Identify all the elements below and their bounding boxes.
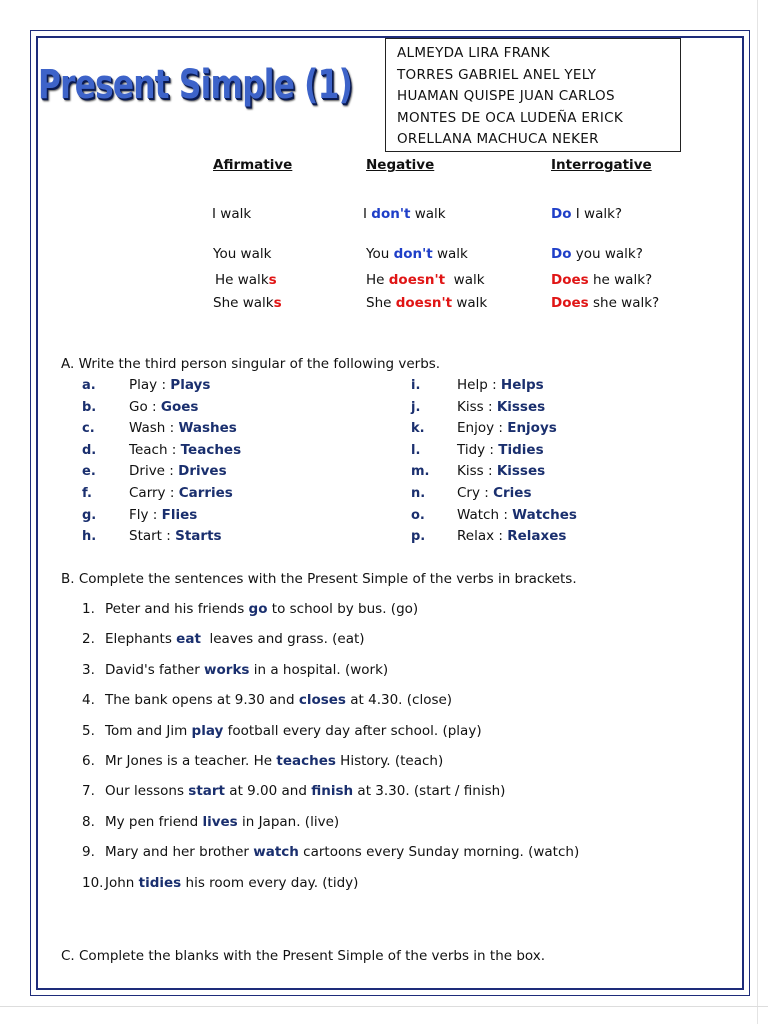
sentence-item [82,601,418,617]
verb-item [411,420,557,436]
base-verb: Relax : [457,528,508,545]
sentence-item [82,814,339,830]
neg-auxiliary: doesn't [388,272,446,288]
sentence-text: My pen friend [105,813,203,830]
interrogative-cell [551,272,652,288]
sentence-number: 2. [82,631,95,648]
aff-text: I walk [212,206,252,222]
interrogative-cell [551,246,643,262]
item-letter: k. [411,421,425,437]
verb-item [82,463,227,479]
aff-suffix: s [273,295,282,311]
int-rest: she walk? [588,295,660,311]
item-letter: o. [411,507,425,523]
answer-verb: finish [311,783,354,800]
item-letter: l. [411,442,421,458]
verb-item [411,377,544,393]
verb-item [82,485,233,501]
answer-verb: Drives [178,463,227,480]
verb-item [82,377,210,393]
verb-item [411,528,566,544]
base-verb: Drive : [129,463,179,480]
neg-auxiliary: doesn't [395,295,453,311]
negative-cell [366,295,487,311]
answer-verb: lives [202,813,238,830]
sentence-number: 5. [82,722,95,739]
answer-verb: Starts [175,528,222,545]
answer-verb: closes [298,692,346,709]
neg-subject: I [363,206,372,222]
sentence-number: 10. [82,874,104,891]
verb-item [411,507,577,523]
negative-cell [366,272,485,288]
item-letter: n. [411,486,426,501]
item-letter: m. [411,464,430,480]
affirmative-cell [215,272,277,288]
answer-verb: Plays [170,377,211,393]
base-verb: Carry : [129,485,179,501]
item-letter: c. [82,421,95,437]
base-verb: Enjoy : [457,420,508,437]
sentence-text: cartoons every Sunday morning. (watch) [298,844,580,861]
answer-verb: Tidies [498,441,544,458]
neg-verb: walk [445,272,485,288]
sentence-number: 8. [82,813,95,830]
sentence-number: 9. [82,844,95,861]
page-edge [757,0,758,1024]
aff-text: He walk [215,272,269,288]
neg-subject: She [366,295,396,311]
sentence-number: 7. [82,783,95,800]
sentence-text: Tom and Jim [105,722,192,739]
section-c-instruction: C. Complete the blanks with the Present Simple of the verbs in the box. [61,948,546,964]
int-rest: he walk? [588,272,653,288]
worksheet-title: Present Simple (1) [38,62,353,108]
verb-item [82,528,222,544]
sentence-text: football every day after school. (play) [223,722,482,739]
base-verb: Start : [129,528,176,545]
student-name: ALMEYDA LIRA FRANK [397,45,550,61]
sentence-text: John [105,874,139,891]
student-name: MONTES DE OCA LUDEÑA ERICK [397,109,624,126]
answer-verb: Kisses [496,398,546,415]
sentence-number: 6. [82,753,95,769]
aff-text: She walk [213,295,274,311]
verb-item [411,485,532,501]
verb-item [82,442,241,458]
interrogative-cell [551,206,622,222]
verb-item [82,507,197,523]
base-verb: Cry : [457,485,494,501]
negative-cell [366,246,468,262]
answer-verb: Relaxes [507,528,567,545]
sentence-text: in Japan. (live) [237,813,340,830]
sentence-text: The bank opens at 9.30 and [105,692,299,709]
sentence-text: Peter and his friends [105,601,249,617]
sentence-text: to school by bus. (go) [267,601,419,617]
answer-verb: Helps [500,377,544,393]
answer-verb: Goes [160,398,199,415]
answer-verb: works [204,661,250,678]
item-letter: e. [82,464,96,480]
student-name: ORELLANA MACHUCA NEKER [397,131,599,147]
item-letter: g. [82,507,97,523]
aff-text: You walk [213,246,272,262]
section-b-instruction: B. Complete the sentences with the Present Simple of the verbs in brackets. [61,571,577,587]
answer-verb: Enjoys [507,420,557,437]
sentence-text: History. (teach) [335,753,444,769]
item-letter: b. [82,399,97,415]
answer-verb: teaches [276,753,336,769]
item-letter: f. [82,486,92,501]
answer-verb: tidies [138,874,182,891]
answer-verb: eat [176,631,201,648]
neg-auxiliary: don't [371,206,411,222]
sentence-text: in a hospital. (work) [249,661,389,678]
base-verb: Wash : [129,420,179,437]
sentence-number: 4. [82,692,95,709]
neg-verb: walk [410,206,446,222]
int-auxiliary: Does [551,295,589,311]
answer-verb: Cries [493,485,532,501]
answer-verb: Washes [178,420,237,437]
answer-verb: Kisses [496,463,546,480]
base-verb: Fly : [129,506,162,523]
answer-verb: watch [253,844,299,861]
answer-verb: Watches [512,506,577,523]
header-affirmative: Afirmative [213,157,293,173]
base-verb: Watch : [457,506,513,523]
base-verb: Teach : [129,441,181,458]
neg-auxiliary: don't [393,246,433,262]
sentence-item [82,875,358,891]
section-a-instruction: A. Write the third person singular of the following verbs. [61,356,441,372]
item-letter: j. [411,399,421,415]
verb-item [82,399,198,415]
page-divider [0,1006,768,1007]
item-letter: a. [82,378,96,393]
sentence-text: David's father [105,661,205,678]
sentence-item [82,723,482,739]
verb-item [411,442,544,458]
item-letter: i. [411,378,421,393]
sentence-item [82,753,443,769]
sentence-text: Mary and her brother [105,844,254,861]
answer-verb: Flies [161,506,198,523]
student-name: TORRES GABRIEL ANEL YELY [397,66,597,83]
item-letter: p. [411,529,426,545]
affirmative-cell [212,206,251,222]
sentence-item [82,631,365,647]
sentence-text: leaves and grass. (eat) [200,631,365,648]
affirmative-cell [213,295,282,311]
base-verb: Go : [129,398,161,415]
int-auxiliary: Do [551,246,572,262]
int-auxiliary: Do [551,206,572,222]
base-verb: Help : [457,377,501,393]
student-names-box [385,38,681,152]
answer-verb: Carries [178,485,233,501]
neg-verb: walk [452,295,488,311]
neg-verb: walk [432,246,468,262]
answer-verb: start [188,783,226,800]
sentence-text: Elephants [105,631,177,648]
sentence-item [82,844,579,860]
sentence-item [82,662,388,678]
item-letter: d. [82,442,97,458]
sentence-text: his room every day. (tidy) [181,874,359,891]
sentence-number: 1. [82,601,95,617]
affirmative-cell [213,246,271,262]
answer-verb: Teaches [180,441,242,458]
neg-subject: He [366,272,389,288]
answer-verb: go [248,601,268,617]
sentence-text: at 9.00 and [225,783,312,800]
sentence-text: Our lessons [105,783,189,800]
int-auxiliary: Does [551,272,589,288]
sentence-number: 3. [82,661,95,678]
sentence-text: at 3.30. (start / finish) [353,783,506,800]
sentence-text: at 4.30. (close) [345,692,453,709]
base-verb: Kiss : [457,463,497,480]
verb-item [411,463,545,479]
verb-item [411,399,545,415]
base-verb: Kiss : [457,398,497,415]
negative-cell [363,206,446,222]
sentence-text: Mr Jones is a teacher. He [105,753,277,769]
header-interrogative: Interrogative [551,157,652,173]
neg-subject: You [366,246,394,262]
aff-suffix: s [268,272,277,288]
answer-verb: play [191,722,224,739]
interrogative-cell [551,295,659,311]
base-verb: Tidy : [457,441,499,458]
sentence-item [82,783,505,799]
student-name: HUAMAN QUISPE JUAN CARLOS [397,88,615,104]
header-negative: Negative [366,157,435,173]
verb-item [82,420,237,436]
base-verb: Play : [129,377,171,393]
sentence-item [82,692,452,708]
int-rest: you walk? [571,246,643,262]
int-rest: I walk? [571,206,623,222]
item-letter: h. [82,529,97,545]
